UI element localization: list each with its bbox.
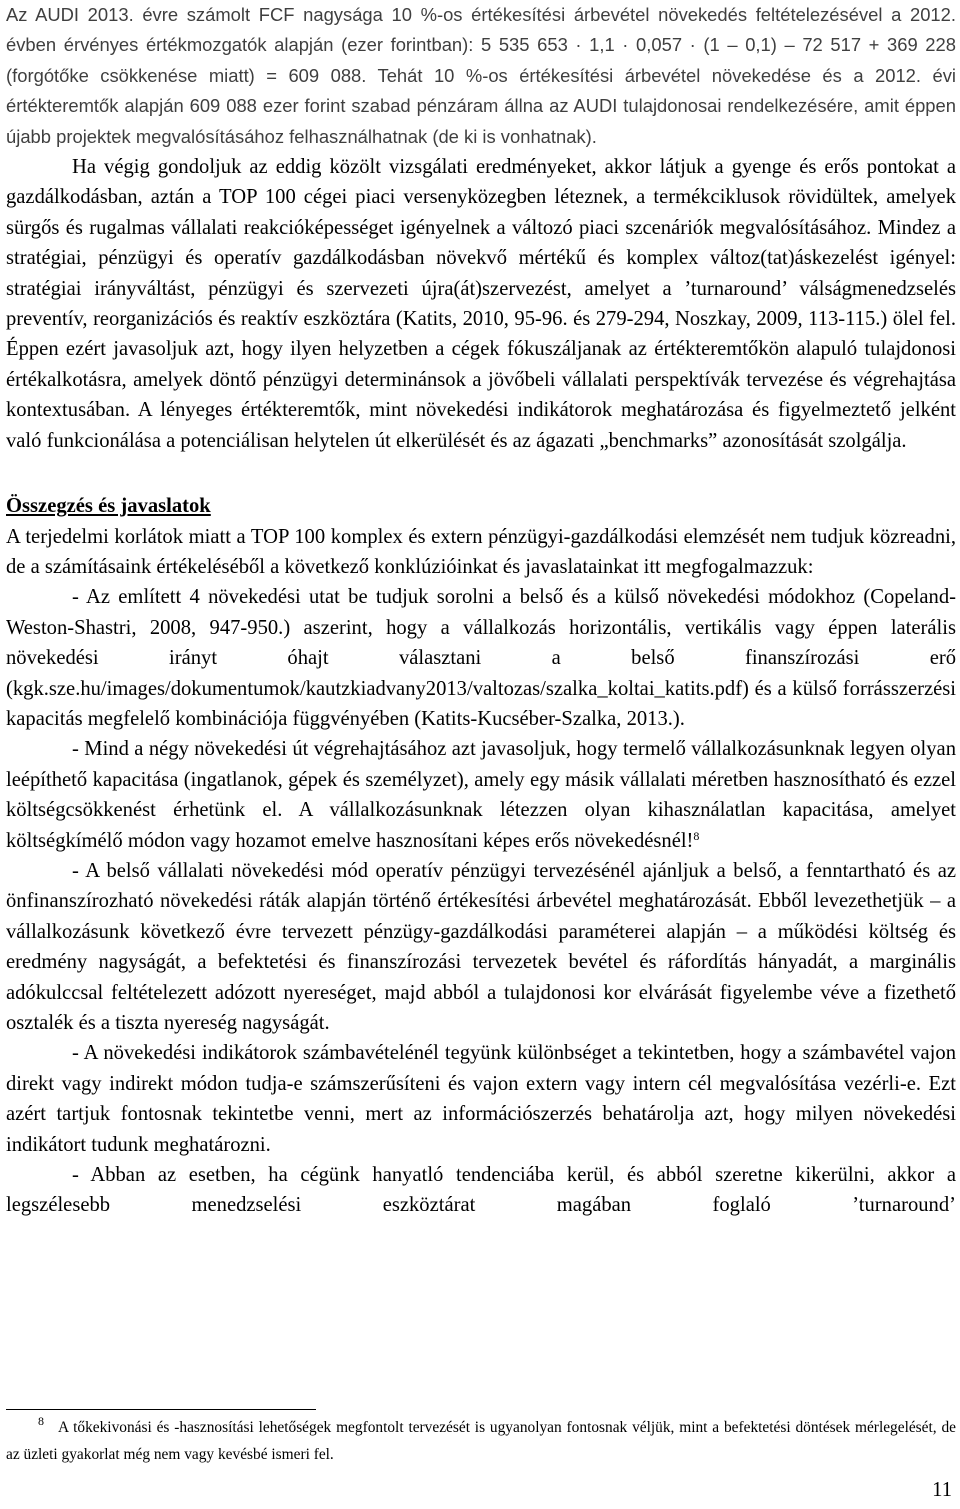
fcf-conclusion-text: évi értékteremtők alapján 609 088 ezer forint szabad pénzáram állna az AUDI tulajdonosai rendelkezésére, amit éppen újabb projektek megvalósításához felhasználhatnak (de ki is vonhatnak). xyxy=(6,64,956,147)
paragraph-intro: A terjedelmi korlátok miatt a TOP 100 komplex és extern pénzügyi-gazdálkodási elemzését nem tudjuk közreadni, de a számításaink értékeléséből a következő konklúzióinkat és javaslatainkat itt megfogalmazzuk: xyxy=(6,525,956,578)
footnote-reference: 8 xyxy=(693,828,700,843)
footnote-text: A tőkekivonási és -hasznosítási lehetőségek megfontolt tervezését is ugyanolyan fontosnak véljük, mint a befektetési döntések mérlegelését, de az üzleti gyakorlat még nem vagy kevésbé ismeri fel. xyxy=(6,1419,956,1463)
list-item-indicators: - A növekedési indikátorok számbavételénél tegyünk különbséget a tekintetben, hogy a számbavétel vajon direkt vagy indirekt módon tudja-e számszerűsíteni és vajon extern vagy intern cél megvalósítása vezérli-e. Ezt azért tartjuk fontosnak tekintetbe venni, mert az információszerzés behatárolja azt, hogy milyen növekedési indikátort tudunk meghatározni. xyxy=(6,1042,956,1156)
footnote-divider xyxy=(6,1409,316,1410)
list-item-internal-growth: - A belső vállalati növekedési mód operatív pénzügyi tervezésénél ajánljuk a belső, a fenntartható és az önfinanszírozható növekedési ráták alapján történő értékesítési árbevétel meghatározását. Ebből levezethetjük – a vállalkozásunk következő évre tervezett pénzügy-gazdálkodási paraméterei alapján – a működési költség és eredmény nagyságát, a befektetési és finanszírozási tervezetek bevétel és ráfordítás hányadát, a marginális adókulccsal feltételezett adózott nyereséget, majd abból a tulajdonosi kor elvárását figyelembe véve a fizethető osztalék és a tiszta nyereség nagyságát. xyxy=(6,859,956,1034)
section-heading: Összegzés és javaslatok xyxy=(6,495,211,518)
list-item-turnaround: - Abban az esetben, ha cégünk hanyatló tendenciába kerül, és abból szeretne kikerülni, akkor a legszélesebb menedzselési eszköztárat magában foglaló ’turnaround’ xyxy=(6,1164,956,1217)
document-page xyxy=(6,0,956,1509)
fcf-calculation-text: Az AUDI 2013. évre számolt FCF nagysága 10 %-os értékesítési árbevétel növekedés feltételezésével a 2012. évben érvényes értékmozgatók alapján (ezer forintban): 5 535 653 · 1,1 · 0,057 · (1 – 0,1) – 72 517 + 369 228 (forgótőke csökkenése miatt) = 609 088. Tehát 10 %-os értékesítési árbevétel növekedése és a 2012. xyxy=(6,4,956,86)
footnote xyxy=(6,1414,956,1468)
paragraph-fcf-calculation xyxy=(6,0,956,152)
list-item-growth-paths: - Az említett 4 növekedési utat be tudjuk sorolni a belső és a külső növekedési módokhoz (Copeland-Weston-Shastri, 2008, 947-950.) aszerint, hogy a vállalkozás horizontális, vertikális vagy éppen laterális növekedési irányt óhajt választani a belső finanszírozási erő (kgk.sze.hu/images/dokumentumok/kautzkiadvany2013/valtozas/szalka_koltai_katits.pdf) és a külső forrásszerzési kapacitás megfelelő kombinációja függvényében (Katits-Kucséber-Szalka, 2013.). xyxy=(6,586,956,730)
footnote-number: 8 xyxy=(38,1414,44,1428)
list-item-capacity xyxy=(6,734,956,856)
page-number: 11 xyxy=(932,1479,952,1501)
paragraph-analysis-summary: Ha végig gondoljuk az eddig közölt vizsgálati eredményeket, akkor látjuk a gyenge és erős pontokat a gazdálkodásban, aztán a TOP 100 cégei piaci versenyközegben léteznek, a termékciklusok rövidültek, amelyek sürgős és rugalmas vállalati reakcióképességet igényelnek a változó piaci szcenáriók megvalósításához. Mindez a stratégiai, pénzügyi és operatív gazdálkodásban növekvő mértékű és komplex változ(tat)áskezelést igényel: stratégiai irányváltást, pénzügyi és szervezeti újra(át)szervezést, amelyet a ’turnaround’ válságmenedzselés preventív, reorganizációs és reaktív eszköztára (Katits, 2010, 95-96. és 279-294, Noszkay, 2009, 113-115.) ölel fel. Éppen ezért javasoljuk azt, hogy ilyen helyzetben a cégek fókuszáljanak az értékteremtőkön alapuló tulajdonosi értékalkotásra, amelyek döntő pénzügyi determinánsok a jövőbeli vállalati perspektívák tervezése és végrehajtása kontextusában. A lényeges értékteremtők, mint növekedési indikátorok meghatározása és figyelmeztető jelként való funkcionálása a potenciálisan helytelen út elkerülését és az ágazati „benchmarks” azonosítását szolgálja. xyxy=(6,156,956,452)
list-item-capacity-text: - Mind a négy növekedési út végrehajtásához azt javasoljuk, hogy termelő vállalkozásunknak legyen olyan leépíthető kapacitása (ingatlanok, gépek és személyzet), amely egy másik vállalati méretben hasznosítható és ezzel költségcsökkenést érhetünk el. A vállalkozásunknak létezzen olyan kihasználatlan kapacitása, amelyet költségkímélő módon vagy hozamot emelve hasznosítani képes erős növekedésnél! xyxy=(6,738,956,852)
